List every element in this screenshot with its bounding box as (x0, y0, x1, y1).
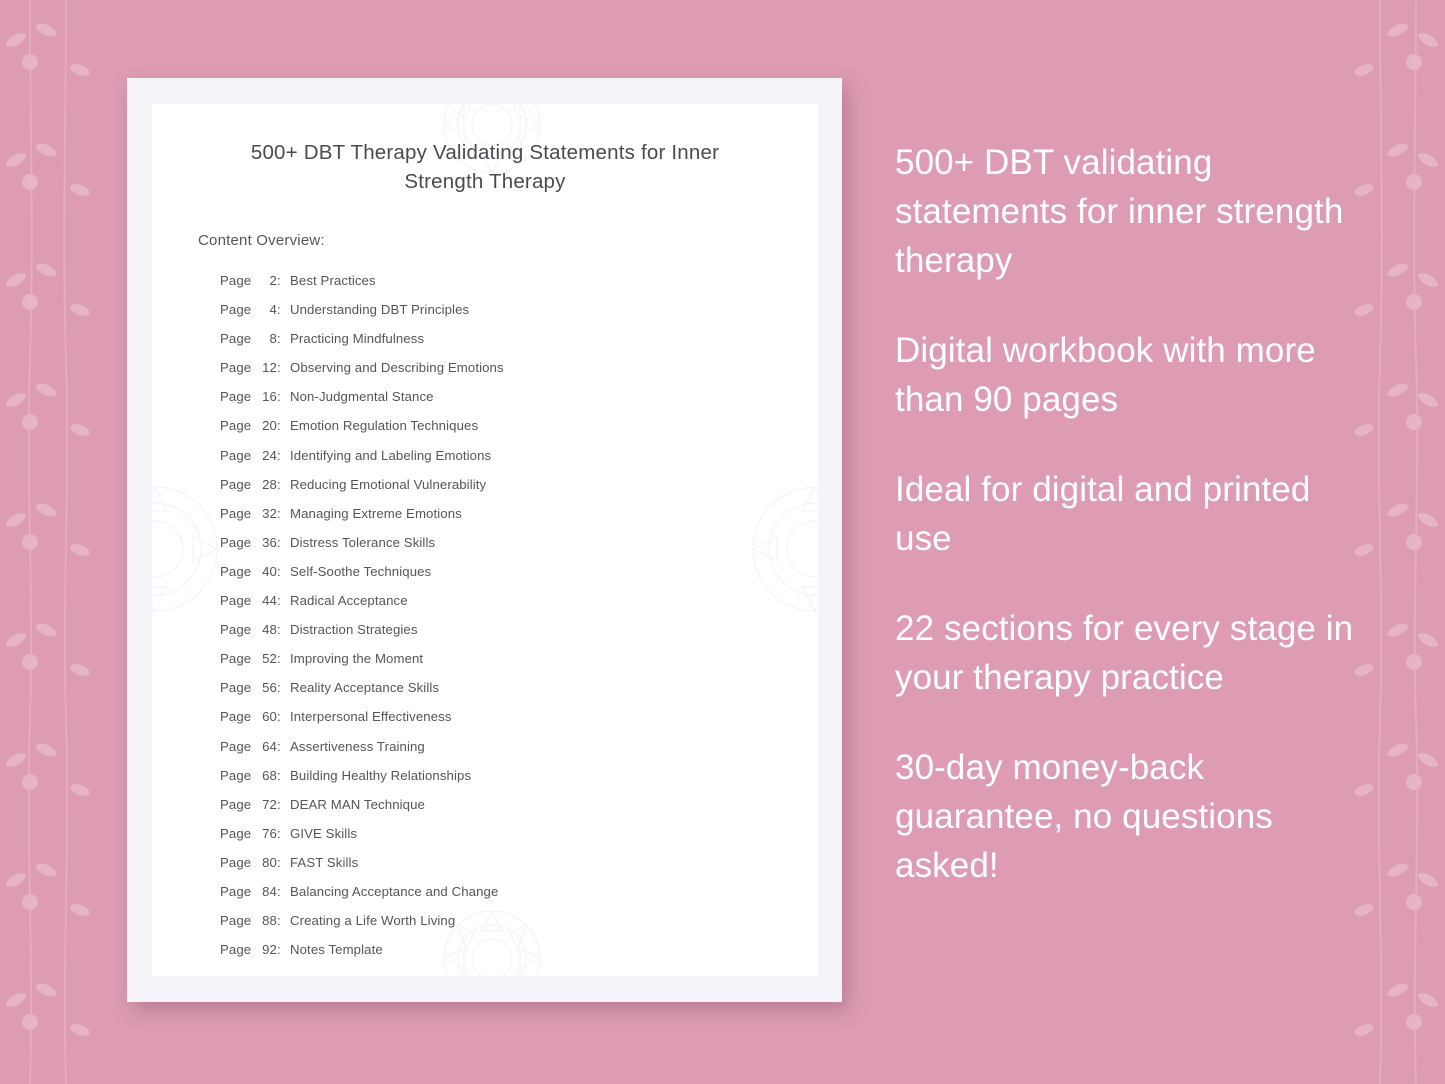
toc-entry-title: GIVE Skills (290, 825, 358, 841)
toc-entry (220, 819, 772, 848)
toc-entry-page-number: 48 (262, 622, 277, 638)
toc-entry-page-number: 84 (262, 883, 277, 899)
toc-entry-page: Page 48: (220, 615, 282, 644)
toc-entry-title: Radical Acceptance (290, 593, 408, 609)
toc-entry-page: Page 56: (220, 673, 282, 702)
toc-entry-page-number: 60 (262, 709, 277, 725)
marketing-bullet: 500+ DBT validating statements for inner strength therapy (895, 143, 1344, 280)
toc-entry-title: Observing and Describing Emotions (290, 360, 504, 376)
marketing-bullet: Digital workbook with more than 90 pages (895, 331, 1316, 419)
toc-entry-title: Understanding DBT Principles (290, 302, 470, 318)
toc-entry (220, 411, 772, 440)
toc-entry-page: Page 44: (220, 586, 282, 615)
toc-entry-page: Page 36: (220, 528, 282, 557)
floral-border-left (0, 0, 95, 1084)
toc-entry (220, 353, 772, 382)
toc-entry-page: Page 16: (220, 382, 282, 411)
toc-entry-title: Distress Tolerance Skills (290, 534, 436, 550)
toc-entry-page: Page 4: (220, 295, 282, 324)
toc-entry (220, 790, 772, 819)
toc-entry (220, 586, 772, 615)
toc-entry-page-number: 64 (262, 738, 277, 754)
table-of-contents (198, 266, 772, 964)
toc-entry (220, 761, 772, 790)
toc-entry (220, 615, 772, 644)
toc-entry-page-number: 68 (262, 767, 277, 783)
toc-entry (220, 732, 772, 761)
toc-entry-page-number: 76 (262, 825, 277, 841)
toc-entry-title: Reducing Emotional Vulnerability (290, 476, 487, 492)
toc-entry (220, 470, 772, 499)
toc-entry-page-number: 88 (262, 913, 277, 929)
toc-entry-page-number: 16 (262, 389, 277, 405)
toc-entry-title: FAST Skills (290, 854, 359, 870)
toc-entry (220, 382, 772, 411)
toc-entry-page-number: 40 (262, 563, 277, 579)
toc-entry-page: Page 80: (220, 848, 282, 877)
document-content (152, 104, 818, 964)
toc-entry-page-number: 32 (262, 505, 277, 521)
toc-entry (220, 877, 772, 906)
toc-entry-page-number: 72 (262, 796, 277, 812)
toc-entry-page: Page 40: (220, 557, 282, 586)
toc-entry-title: Interpersonal Effectiveness (290, 709, 452, 725)
toc-entry-page: Page 60: (220, 702, 282, 731)
toc-entry-title: Creating a Life Worth Living (290, 913, 456, 929)
toc-entry-title: DEAR MAN Technique (290, 796, 425, 812)
toc-entry-page: Page 92: (220, 935, 282, 964)
toc-entry (220, 848, 772, 877)
toc-entry (220, 295, 772, 324)
toc-entry-title: Managing Extreme Emotions (290, 505, 462, 521)
marketing-bullet: 30-day money-back guarantee, no questions asked! (895, 748, 1273, 885)
toc-entry-page-number: 44 (262, 593, 277, 609)
toc-entry-page: Page 68: (220, 761, 282, 790)
toc-entry-title: Improving the Moment (290, 651, 424, 667)
toc-entry-title: Identifying and Labeling Emotions (290, 447, 492, 463)
toc-entry-page-number: 52 (262, 651, 277, 667)
toc-entry-title: Non-Judgmental Stance (290, 389, 434, 405)
toc-entry-page: Page 20: (220, 411, 282, 440)
toc-entry (220, 673, 772, 702)
toc-entry-title: Notes Template (290, 942, 383, 958)
toc-entry-page-number: 92 (262, 942, 277, 958)
floral-border-right (1350, 0, 1445, 1084)
document-title: 500+ DBT Therapy Validating Statements for Inner Strength Therapy (250, 141, 720, 193)
toc-entry-page: Page 52: (220, 644, 282, 673)
toc-entry-page-number: 36 (262, 534, 277, 550)
toc-entry-page: Page 24: (220, 441, 282, 470)
document-page (152, 104, 818, 976)
toc-entry-page-number: 2 (269, 273, 277, 288)
toc-entry-page: Page 8: (220, 324, 282, 353)
toc-entry (220, 557, 772, 586)
toc-entry-page-number: 8 (269, 331, 277, 347)
toc-entry-page-number: 12 (262, 360, 277, 376)
toc-entry-page: Page 32: (220, 499, 282, 528)
toc-entry-page: Page 72: (220, 790, 282, 819)
toc-entry-title: Assertiveness Training (290, 738, 425, 754)
content-overview-label: Content Overview: (198, 232, 325, 249)
toc-entry-page: Page 84: (220, 877, 282, 906)
toc-entry-title: Practicing Mindfulness (290, 331, 425, 347)
marketing-bullet: 22 sections for every stage in your therapy practice (895, 609, 1354, 697)
toc-entry-title: Self-Soothe Techniques (290, 563, 432, 579)
marketing-bullet: Ideal for digital and printed use (895, 470, 1311, 558)
toc-entry (220, 324, 772, 353)
toc-entry (220, 935, 772, 964)
toc-entry-title: Distraction Strategies (290, 622, 418, 638)
toc-entry-title: Balancing Acceptance and Change (290, 883, 499, 899)
marketing-bullets (895, 138, 1355, 890)
toc-entry-page: Page 88: (220, 906, 282, 935)
toc-entry-page: Page 12: (220, 353, 282, 382)
toc-entry-page: Page 76: (220, 819, 282, 848)
toc-entry-page-number: 56 (262, 680, 277, 696)
toc-entry (220, 499, 772, 528)
toc-entry-page: Page 2: (220, 266, 282, 295)
toc-entry-page-number: 4 (269, 302, 277, 318)
toc-entry-title: Best Practices (290, 273, 376, 288)
toc-entry (220, 702, 772, 731)
toc-entry-title: Building Healthy Relationships (290, 767, 472, 783)
toc-entry-page-number: 24 (262, 447, 277, 463)
toc-entry (220, 441, 772, 470)
toc-entry-title: Reality Acceptance Skills (290, 680, 440, 696)
toc-entry (220, 266, 772, 295)
toc-entry (220, 906, 772, 935)
toc-entry-page: Page 64: (220, 732, 282, 761)
toc-entry-page: Page 28: (220, 470, 282, 499)
toc-entry-page-number: 28 (262, 476, 277, 492)
toc-entry-title: Emotion Regulation Techniques (290, 418, 479, 434)
toc-entry-page-number: 20 (262, 418, 277, 434)
toc-entry (220, 528, 772, 557)
toc-entry-page-number: 80 (262, 854, 277, 870)
toc-entry (220, 644, 772, 673)
